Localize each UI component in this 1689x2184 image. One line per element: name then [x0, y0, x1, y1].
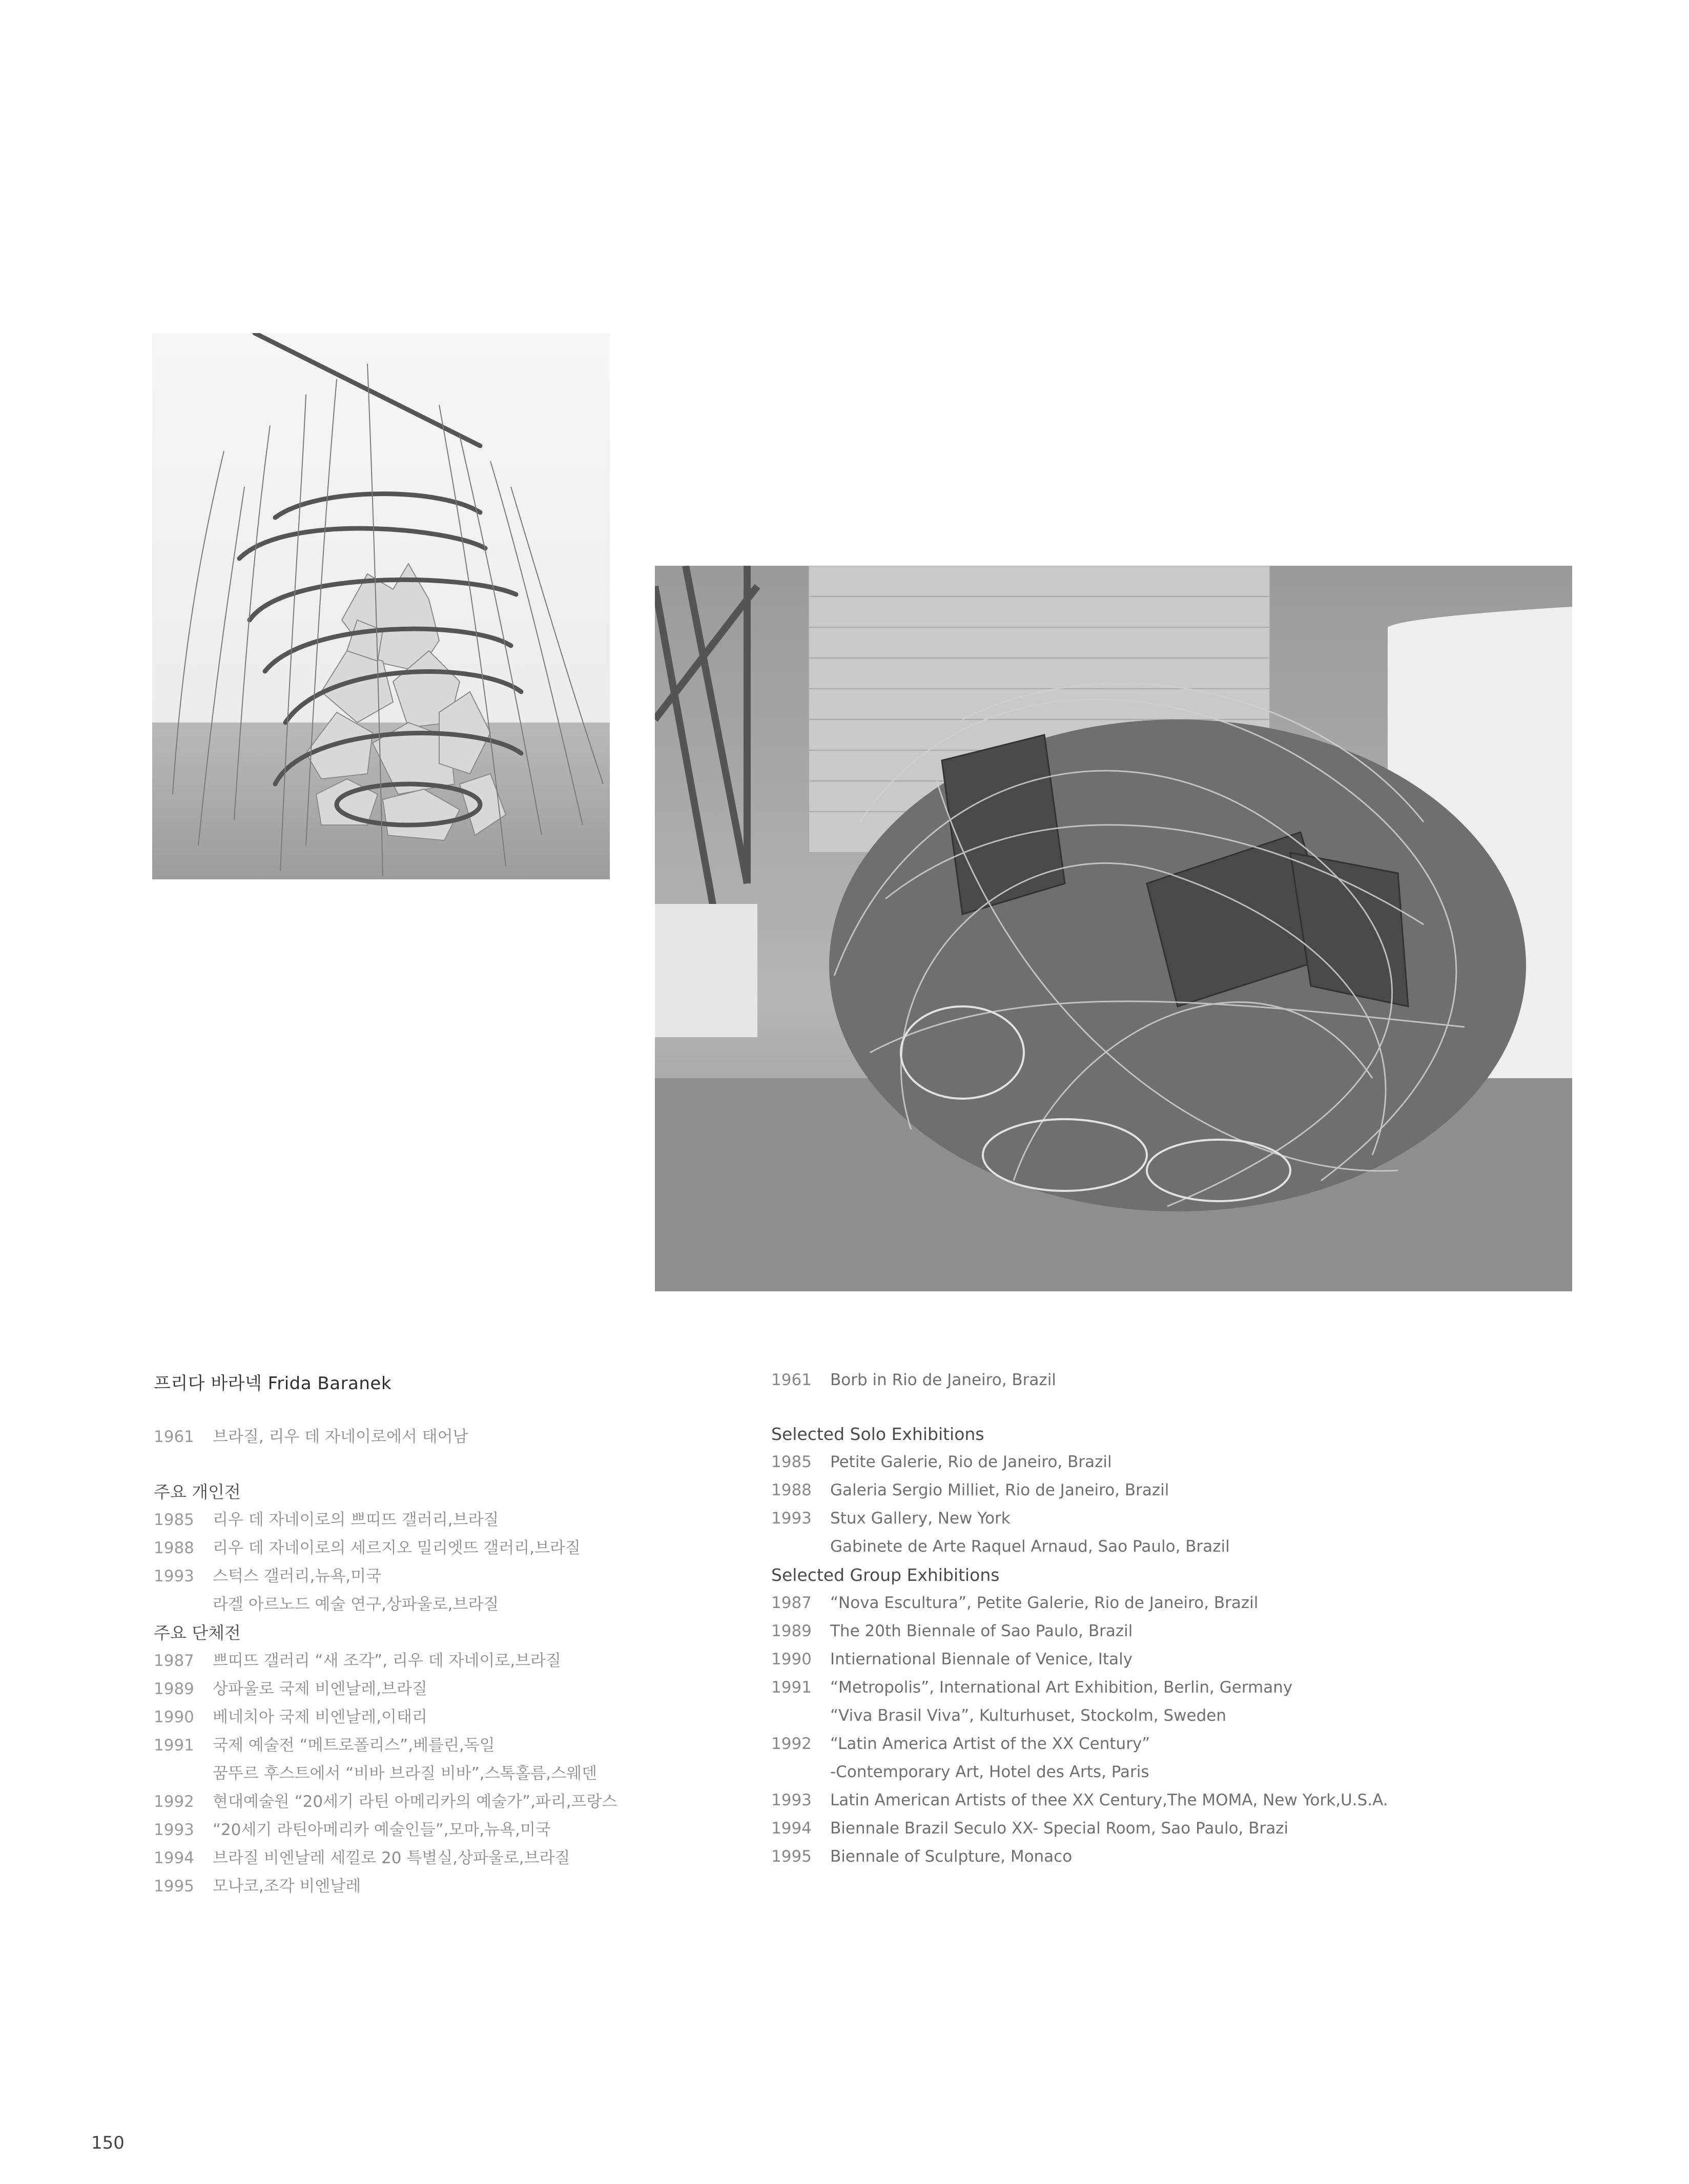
entry-year: 1985 — [154, 1511, 194, 1529]
group-entry-en — [771, 1786, 1571, 1815]
entry-text: The 20th Biennale of Sao Paulo, Brazil — [830, 1622, 1133, 1640]
group-heading-en: Selected Group Exhibitions — [771, 1565, 1000, 1585]
entry-year — [771, 1758, 830, 1786]
entry-text: Gabinete de Arte Raquel Arnaud, Sao Paulo, Brazil — [830, 1537, 1230, 1556]
entry-year: 1995 — [154, 1877, 194, 1895]
entry-text: 국제 예술전 “메트로폴리스”,베를린,독일 — [213, 1736, 495, 1755]
birth-entry-ko — [154, 1423, 717, 1451]
group-entry-en — [771, 1617, 1571, 1645]
entry-year — [771, 1702, 830, 1730]
entry-text: 브라질, 리우 데 자네이로에서 태어남 — [213, 1428, 468, 1446]
entry-text: 현대예술원 “20세기 라틴 아메리카의 예술가”,파리,프랑스 — [213, 1792, 617, 1811]
entry-year: 1994 — [771, 1819, 812, 1838]
entry-year: 1987 — [154, 1652, 194, 1670]
entry-text: 꿈뚜르 후스트에서 “비바 브라질 비바”,스톡홀름,스웨덴 — [213, 1764, 598, 1783]
entry-year: 1995 — [771, 1847, 812, 1866]
entry-text: “Viva Brasil Viva”, Kulturhuset, Stockolm, Sweden — [830, 1706, 1226, 1725]
entry-year: 1992 — [154, 1792, 194, 1811]
entry-text: 리우 데 자네이로의 쁘띠뜨 갤러리,브라질 — [213, 1511, 499, 1529]
entry-text: Biennale of Sculpture, Monaco — [830, 1847, 1073, 1866]
entry-text: 브라질 비엔날레 세낄로 20 특별실,상파울로,브라질 — [213, 1849, 570, 1867]
entry-year: 1990 — [154, 1708, 194, 1726]
entry-year: 1992 — [771, 1735, 812, 1753]
entry-year: 1985 — [771, 1453, 812, 1471]
group-entry-en — [771, 1730, 1571, 1758]
group-entry-en — [771, 1843, 1571, 1871]
entry-text: Latin American Artists of thee XX Century,The MOMA, New York,U.S.A. — [830, 1791, 1388, 1809]
entry-year: 1990 — [771, 1650, 812, 1668]
entry-text: 스턱스 갤러리,뉴욕,미국 — [213, 1567, 382, 1585]
entry-text: 라겔 아르노드 예술 연구,상파울로,브라질 — [213, 1595, 499, 1614]
english-biography — [771, 1366, 1571, 1871]
page-number: 150 — [91, 2133, 125, 2153]
entry-year — [154, 1760, 213, 1788]
entry-year — [771, 1533, 830, 1561]
entry-text: Biennale Brazil Seculo XX- Special Room, Sao Paulo, Brazi — [830, 1819, 1289, 1838]
group-entry-en — [771, 1758, 1571, 1786]
solo-entry-ko — [154, 1591, 717, 1619]
entry-year: 1989 — [154, 1680, 194, 1698]
entry-text: 모나코,조각 비엔날레 — [213, 1877, 361, 1895]
entry-year — [154, 1591, 213, 1619]
entry-text: 상파울로 국제 비엔날레,브라질 — [213, 1680, 427, 1698]
group-entry-en — [771, 1815, 1571, 1843]
entry-year: 1988 — [154, 1539, 194, 1557]
korean-biography — [154, 1369, 717, 1901]
solo-entry-ko — [154, 1534, 717, 1562]
solo-entry-en — [771, 1505, 1571, 1533]
wire-tangle-installation-photo — [655, 566, 1572, 1291]
entry-text: Galeria Sergio Milliet, Rio de Janeiro, Brazil — [830, 1481, 1169, 1499]
entry-text: “Nova Escultura”, Petite Galerie, Rio de Janeiro, Brazil — [830, 1594, 1259, 1612]
birth-entry-en — [771, 1366, 1571, 1394]
group-entry-ko — [154, 1816, 717, 1844]
group-entry-ko — [154, 1760, 717, 1788]
entry-text: 베네치아 국제 비엔날레,이태리 — [213, 1708, 427, 1726]
artist-name: 프리다 바라넥 Frida Baranek — [154, 1373, 392, 1394]
solo-entry-en — [771, 1476, 1571, 1505]
entry-year: 1961 — [771, 1371, 812, 1389]
entry-year: 1988 — [771, 1481, 812, 1499]
solo-entry-en — [771, 1448, 1571, 1476]
group-entry-ko — [154, 1675, 717, 1703]
entry-year: 1991 — [154, 1736, 194, 1755]
entry-year: 1989 — [771, 1622, 812, 1640]
solo-entry-ko — [154, 1506, 717, 1534]
entry-text: 리우 데 자네이로의 세르지오 밀리엣뜨 갤러리,브라질 — [213, 1539, 581, 1557]
solo-entry-en — [771, 1533, 1571, 1561]
entry-text: Borb in Rio de Janeiro, Brazil — [830, 1371, 1056, 1389]
entry-year: 1987 — [771, 1594, 812, 1612]
entry-text: “Latin America Artist of the XX Century” — [830, 1735, 1150, 1753]
solo-heading-en: Selected Solo Exhibitions — [771, 1424, 984, 1444]
group-heading-ko: 주요 단체전 — [154, 1623, 241, 1643]
entry-year: 1994 — [154, 1849, 194, 1867]
group-entry-en — [771, 1645, 1571, 1674]
entry-text: Stux Gallery, New York — [830, 1509, 1011, 1528]
entry-text: 쁘띠뜨 갤러리 “새 조각”, 리우 데 자네이로,브라질 — [213, 1652, 561, 1670]
entry-text: “Metropolis”, International Art Exhibition, Berlin, Germany — [830, 1678, 1293, 1697]
entry-text: Intiernational Biennale of Venice, Italy — [830, 1650, 1133, 1668]
wire-spiral-sculpture-photo — [152, 333, 610, 879]
group-entry-ko — [154, 1703, 717, 1732]
solo-heading-ko: 주요 개인전 — [154, 1482, 241, 1502]
solo-entry-ko — [154, 1562, 717, 1591]
entry-year: 1993 — [771, 1791, 812, 1809]
entry-text: -Contemporary Art, Hotel des Arts, Paris — [830, 1763, 1149, 1781]
group-entry-ko — [154, 1788, 717, 1816]
entry-year: 1961 — [154, 1428, 194, 1446]
group-entry-ko — [154, 1647, 717, 1675]
group-entry-ko — [154, 1732, 717, 1760]
group-entry-en — [771, 1702, 1571, 1730]
group-entry-ko — [154, 1844, 717, 1872]
group-entry-ko — [154, 1872, 717, 1901]
entry-text: “20세기 라틴아메리카 예술인들”,모마,뉴욕,미국 — [213, 1821, 551, 1839]
group-entry-en — [771, 1589, 1571, 1617]
entry-text: Petite Galerie, Rio de Janeiro, Brazil — [830, 1453, 1112, 1471]
group-entry-en — [771, 1674, 1571, 1702]
entry-year: 1993 — [154, 1821, 194, 1839]
entry-year: 1991 — [771, 1678, 812, 1697]
entry-year: 1993 — [154, 1567, 194, 1585]
entry-year: 1993 — [771, 1509, 812, 1528]
